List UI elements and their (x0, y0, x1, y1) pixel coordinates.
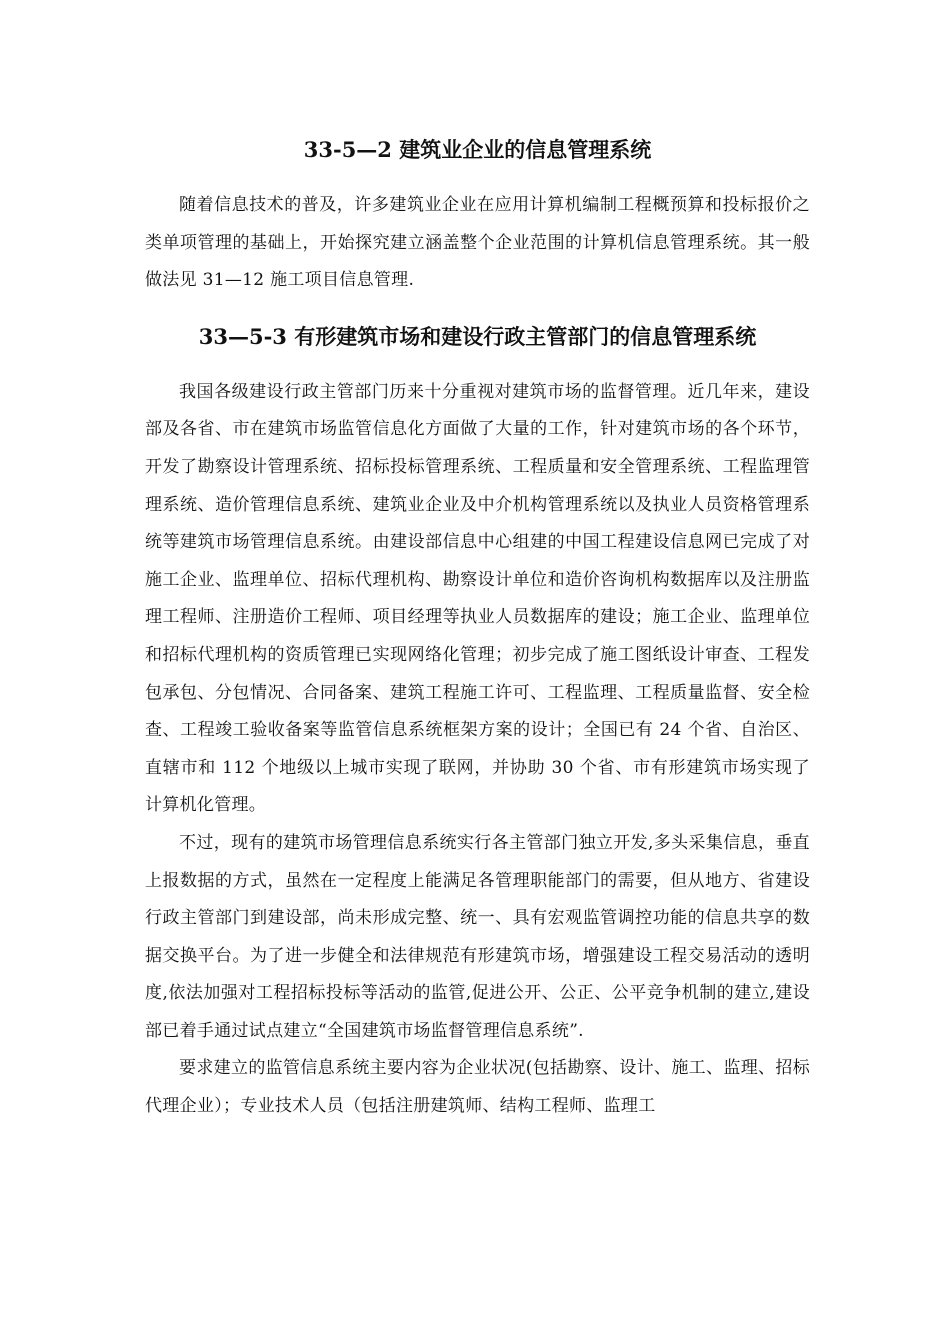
document-page (145, 120, 810, 1126)
paragraph-existing-system-issues: 不过，现有的建筑市场管理信息系统实行各主管部门独立开发,多头采集信息，垂直上报数据的方式，虽然在一定程度上能满足各管理职能部门的需要，但从地方、省建设行政主管部门到建设部，尚未形成完整、统一、具有宏观监管调控功能的信息共享的数据交换平台。为了进一步健全和法律规范有形建筑市场，增强建设工程交易活动的透明度,依法加强对工程招标投标等活动的监管,促进公开、公正、公平竞争机制的建立,建设部已着手通过试点建立“全国建筑市场监督管理信息系统”. (145, 832, 810, 1041)
paragraph-enterprise-intro: 随着信息技术的普及，许多建筑业企业在应用计算机编制工程概预算和投标报价之类单项管理的基础上，开始探究建立涵盖整个企业范围的计算机信息管理系统。其一般做法见 31—12 施工项目信息管理. (145, 195, 810, 291)
paragraph-market-supervision: 我国各级建设行政主管部门历来十分重视对建筑市场的监督管理。近几年来，建设部及各省、市在建筑市场监管信息化方面做了大量的工作，针对建筑市场的各个环节，开发了勘察设计管理系统、招标投标管理系统、工程质量和安全管理系统、工程监理管理系统、造价管理信息系统、建筑业企业及中介机构管理系统以及执业人员资格管理系统等建筑市场管理信息系统。由建设部信息中心组建的中国工程建设信息网已完成了对施工企业、监理单位、招标代理机构、勘察设计单位和造价咨询机构数据库以及注册监理工程师、注册造价工程师、项目经理等执业人员数据库的建设；施工企业、监理单位和招标代理机构的资质管理已实现网络化管理；初步完成了施工图纸设计审查、工程发包承包、分包情况、合同备案、建筑工程施工许可、工程监理、工程质量监督、安全检查、工程竣工验收备案等监管信息系统框架方案的设计；全国已有 24 个省、自治区、直辖市和 112 个地级以上城市实现了联网，并协助 30 个省、市有形建筑市场实现了计算机化管理。 (145, 381, 810, 816)
paragraph-system-requirements: 要求建立的监管信息系统主要内容为企业状况(包括勘察、设计、施工、监理、招标代理企业）；专业技术人员（包括注册建筑师、结构工程师、监理工 (145, 1058, 810, 1117)
section-title-enterprise-info-system: 33-5—2 建筑业企业的信息管理系统 (303, 137, 652, 162)
section-title-market-admin-info-system: 33—5-3 有形建筑市场和建设行政主管部门的信息管理系统 (198, 323, 757, 349)
